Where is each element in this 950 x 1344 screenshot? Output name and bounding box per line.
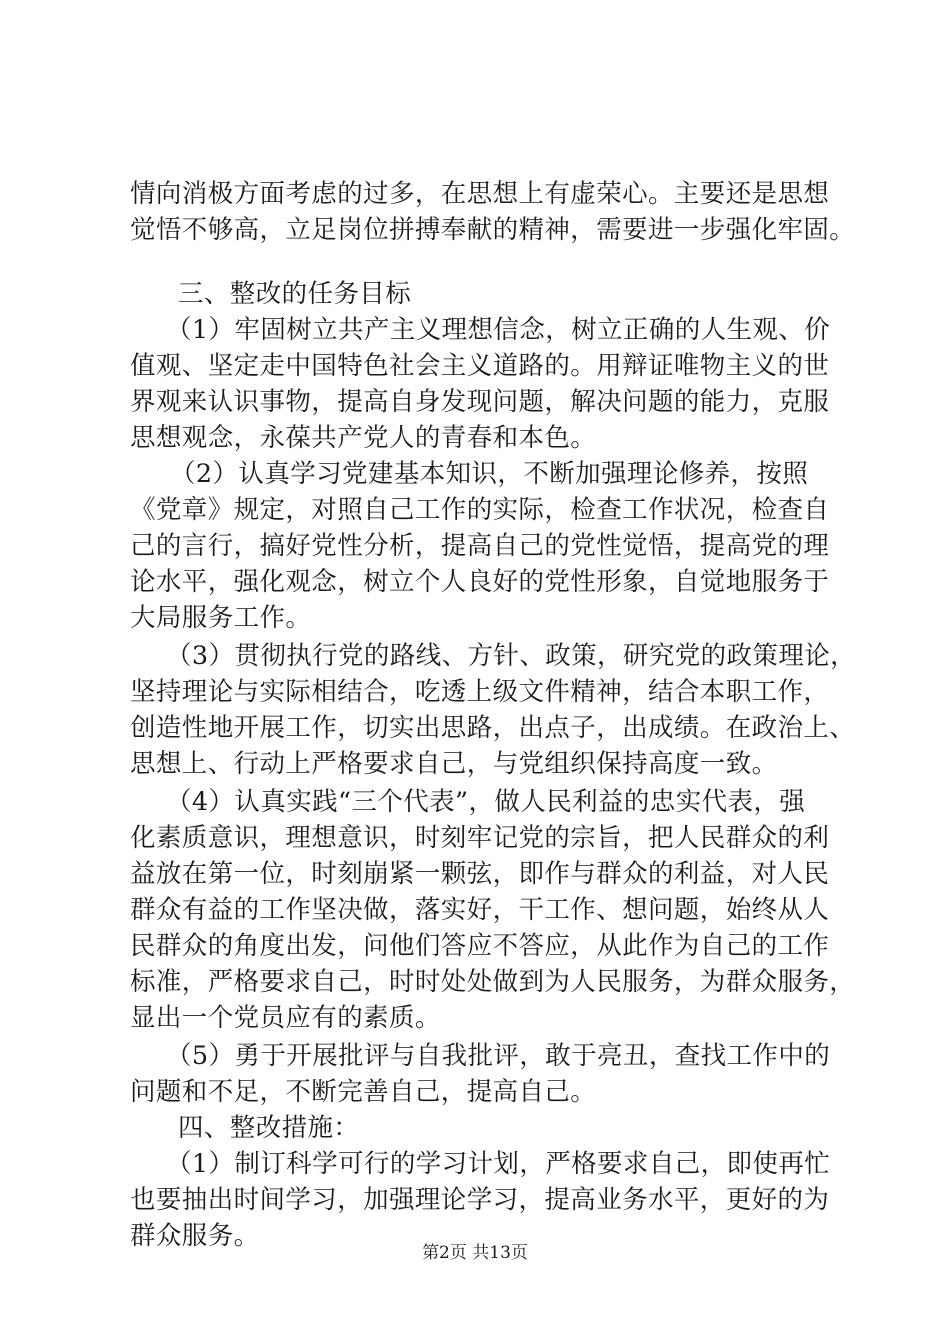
text-line: 群众服务。 — [130, 1221, 260, 1251]
text-line: （4）认真实践“三个代表”，做人民利益的忠实代表，强 — [166, 787, 806, 817]
page-footer: 第2页 共13页 — [422, 1243, 528, 1263]
text-line: 情向消极方面考虑的过多，在思想上有虚荣心。主要还是思想 — [130, 179, 830, 209]
section-heading: 四、整改措施： — [178, 1113, 360, 1143]
text-line: 也要抽出时间学习，加强理论学习，提高业务水平，更好的为 — [130, 1185, 830, 1215]
text-line: 坚持理论与实际相结合，吃透上级文件精神，结合本职工作， — [130, 677, 830, 707]
text-line: 显出一个党员应有的素质。 — [130, 1003, 441, 1033]
text-line: 值观、坚定走中国特色社会主义道路的。用辩证唯物主义的世 — [130, 351, 830, 381]
text-line: （5）勇于开展批评与自我批评，敢于亮丑，查找工作中的 — [166, 1041, 831, 1071]
text-line: （3）贯彻执行党的路线、方针、政策，研究党的政策理论， — [166, 641, 857, 671]
text-line: 群众有益的工作坚决做，落实好，干工作、想问题，始终从人 — [130, 895, 830, 925]
section-heading: 三、整改的任务目标 — [178, 279, 412, 309]
text-line: 民群众的角度出发，问他们答应不答应，从此作为自己的工作 — [130, 931, 830, 961]
text-line: （1）牢固树立共产主义理想信念，树立正确的人生观、价 — [166, 315, 831, 345]
text-line: 思想上、行动上严格要求自己，与党组织保持高度一致。 — [130, 749, 778, 779]
text-line: 创造性地开展工作，切实出思路，出点子，出成绩。在政治上、 — [130, 713, 856, 743]
text-line: 大局服务工作。 — [130, 603, 312, 633]
text-line: 问题和不足，不断完善自己，提高自己。 — [130, 1077, 597, 1107]
text-line: （2）认真学习党建基本知识，不断加强理论修养，按照 — [170, 459, 809, 489]
text-line: 思想观念，永葆共产党人的青春和本色。 — [130, 423, 597, 453]
text-line: 界观来认识事物，提高自身发现问题，解决问题的能力，克服 — [130, 387, 830, 417]
text-line: 己的言行，搞好党性分析，提高自己的党性觉悟，提高党的理 — [130, 531, 830, 561]
text-line: 化素质意识，理想意识，时刻牢记党的宗旨，把人民群众的利 — [130, 823, 830, 853]
text-line: 论水平，强化观念，树立个人良好的党性形象，自觉地服务于 — [130, 567, 830, 597]
text-line: 益放在第一位，时刻崩紧一颗弦，即作与群众的利益，对人民 — [130, 859, 830, 889]
text-line: 标准，严格要求自己，时时处处做到为人民服务，为群众服务， — [130, 967, 856, 997]
text-line: 《党章》规定，对照自己工作的实际，检查工作状况，检查自 — [130, 495, 830, 525]
text-line: 觉悟不够高，立足岗位拼搏奉献的精神，需要进一步强化牢固。 — [130, 215, 856, 245]
text-line: （1）制订科学可行的学习计划，严格要求自己，即使再忙 — [166, 1149, 831, 1179]
